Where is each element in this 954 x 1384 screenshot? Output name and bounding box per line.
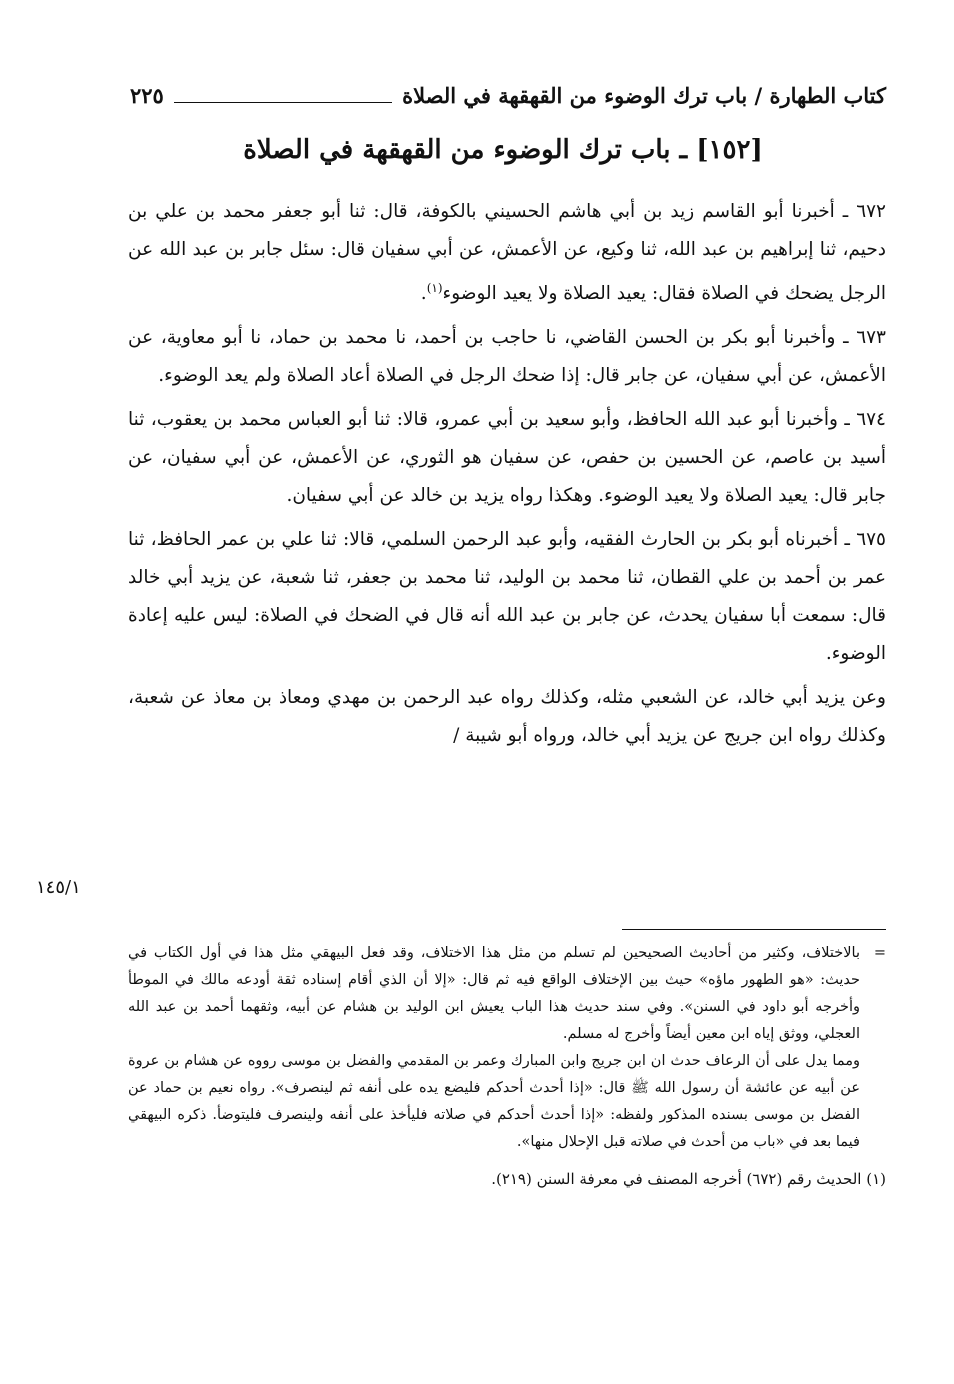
footnote-continuation-para-2: ومما يدل على أن الرعاف حدث ان ابن جريج وابن المبارك وعمر بن المقدمي والفضل بن موسى رووه عن هشام بن عروة عن أبيه عن عائشة أن رسول الله ﷺ قال: «إذا أحدث أحدكم فليضع يده على أنفه ثم لينصرف». رواه نعيم بن حماد عن الفضل بن موسى بسنده المذكور ولفظه: «إذا أحدث أحدكم في صلاته فليأخذ على أنفه ولينصرف فليتوضأ. ذكره البيهقي فيما بعد في «باب من أحدث في صلاته قبل الإحلال منها».: [128, 1053, 860, 1150]
footnote-continuation: [128, 940, 886, 1156]
hadith-674: ٦٧٤ ـ وأخبرنا أبو عبد الله الحافظ، وأبو سعيد بن أبي عمرو، قالا: ثنا أبو العباس محمد بن يعقوب، ثنا أسيد بن عاصم، عن الحسين بن حفص، عن سفيان هو الثوري، عن الأعمش، عن أبي سفيان، عن جابر قال: يعيد الصلاة ولا يعيد الوضوء. وهكذا رواه يزيد بن خالد عن أبي سفيان.: [128, 409, 886, 507]
running-head: [130, 78, 886, 112]
footnote-continuation-para-1: بالاختلاف، وكثير من أحاديث الصحيحين لم تسلم من مثل هذا الاختلاف، وقد فعل البيهقي مثل هذا في أول الكتاب في حديث: «هو الطهور ماؤه» حيث بين الإختلاف الواقع فيه ثم قال: «إلا أن الذي أقام إسناده ثقة أودعه مالك في الموطأ وأخرجه أبو داود في السنن». وفي سند حديث هذا الباب يعيش ابن الوليد بن هشام عن أبيه، وثقهما أحمد بن عبد الله العجلي، ووثق إياه ابن معين أيضاً وأخرج له مسلم.: [128, 945, 860, 1042]
hadith-673: ٦٧٣ ـ وأخبرنا أبو بكر بن الحسن القاضي، نا حاجب بن أحمد، نا محمد بن حماد، نا أبو معاوية، عن الأعمش، عن أبي سفيان، عن جابر قال: إذا ضحك الرجل في الصلاة أعاد الصلاة ولم يعد الوضوء.: [128, 327, 886, 387]
hadith-672: [128, 193, 886, 313]
body-text: [128, 193, 886, 761]
footnote-ref-1: (١): [426, 281, 443, 295]
footnote-1: (١) الحديث رقم (٦٧٢) أخرجه المصنف في معرفة السنن (٢١٩).: [491, 1170, 886, 1188]
hadith-675: ٦٧٥ ـ أخبرناه أبو بكر بن الحارث الفقيه، وأبو عبد الرحمن السلمي، قالا: ثنا علي بن عمر الحافظ، ثنا عمر بن أحمد بن علي القطان، ثنا محمد بن الوليد، ثنا محمد بن جعفر، ثنا شعبة، عن يزيد أبي خالد قال: سمعت أبا سفيان يحدث، عن جابر بن عبد الله أنه قال في الضحك في الصلاة: ليس عليه إعادة الوضوء.: [128, 529, 886, 665]
hadith-672-text: ٦٧٢ ـ أخبرنا أبو القاسم زيد بن أبي هاشم الحسيني بالكوفة، قال: ثنا أبو جعفر محمد بن علي بن دحيم، ثنا إبراهيم بن عبد الله، ثنا وكيع، عن الأعمش، عن أبي سفيان قال: سئل جابر بن عبد الله عن الرجل يضحك في الصلاة فقال: يعيد الصلاة ولا يعيد الوضوء: [128, 201, 886, 305]
running-head-rule: [174, 88, 392, 103]
running-head-title: كتاب الطهارة / باب ترك الوضوء من القهقهة في الصلاة: [402, 82, 886, 108]
chapter-title: [١٥٢] ـ باب ترك الوضوء من القهقهة في الصلاة: [243, 135, 763, 165]
continuation-mark: =: [873, 945, 886, 961]
footnotes: [128, 940, 886, 1193]
hadith-672-end: .: [420, 283, 427, 305]
margin-page-reference: ١٤٥/١: [36, 877, 81, 898]
page-number: ٢٢٥: [130, 82, 164, 108]
footnote-separator: [622, 929, 886, 930]
hadith-675-continuation: وعن يزيد أبي خالد، عن الشعبي مثله، وكذلك رواه عبد الرحمن بن مهدي ومعاذ بن معاذ عن شعبة، وكذلك رواه ابن جريج عن يزيد أبي خالد، ورواه أبو شيبة /: [128, 687, 886, 747]
